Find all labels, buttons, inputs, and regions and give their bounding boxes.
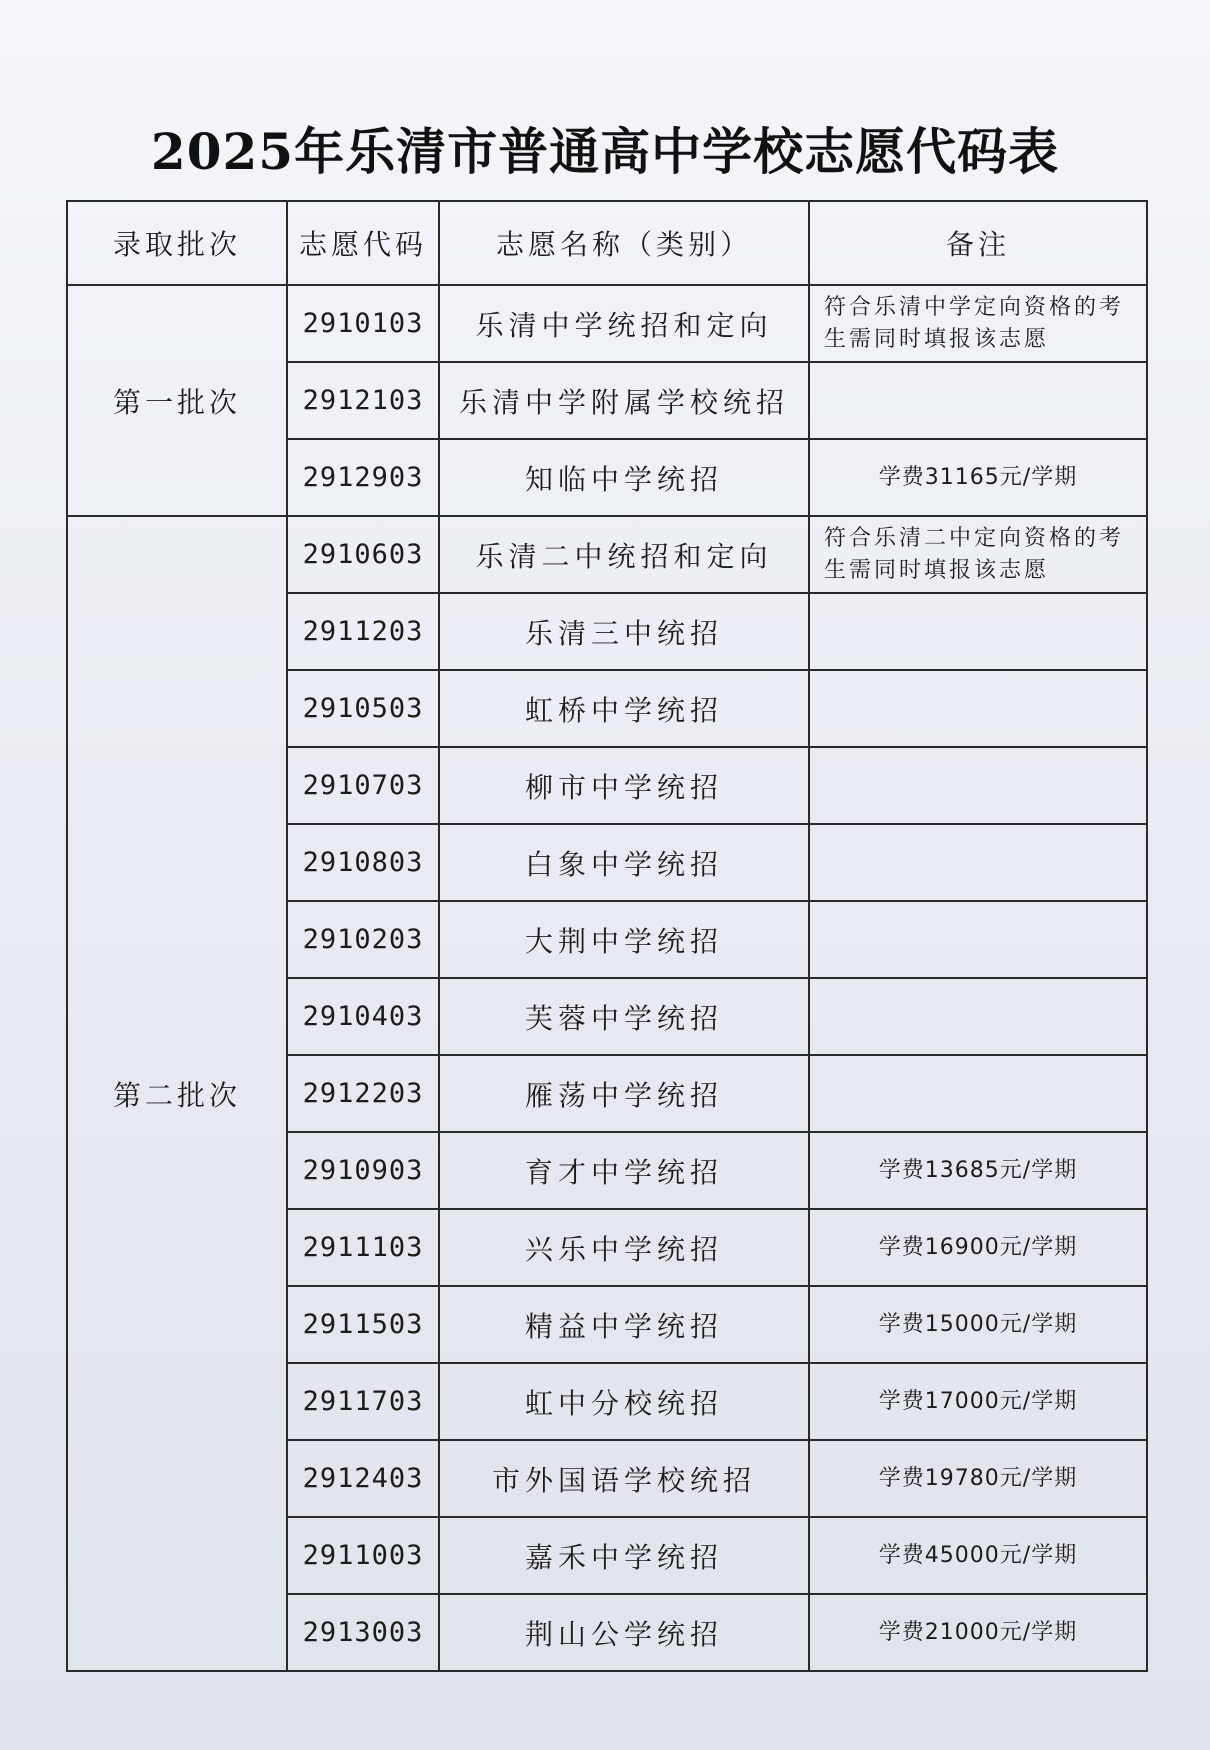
name-cell: 白象中学统招 bbox=[439, 824, 809, 901]
code-cell: 2910403 bbox=[287, 978, 439, 1055]
table-row bbox=[67, 285, 1147, 362]
header-name: 志愿名称（类别） bbox=[439, 201, 809, 285]
code-cell: 2912903 bbox=[287, 439, 439, 516]
note-cell: 学费16900元/学期 bbox=[809, 1209, 1147, 1286]
note-cell: 符合乐清中学定向资格的考生需同时填报该志愿 bbox=[809, 285, 1147, 362]
name-cell: 嘉禾中学统招 bbox=[439, 1517, 809, 1594]
note-cell bbox=[809, 362, 1147, 439]
header-note: 备注 bbox=[809, 201, 1147, 285]
code-cell: 2911203 bbox=[287, 593, 439, 670]
note-cell bbox=[809, 901, 1147, 978]
table-row bbox=[67, 516, 1147, 593]
note-cell bbox=[809, 978, 1147, 1055]
name-cell: 虹中分校统招 bbox=[439, 1363, 809, 1440]
name-cell: 乐清三中统招 bbox=[439, 593, 809, 670]
name-cell: 虹桥中学统招 bbox=[439, 670, 809, 747]
batch-cell: 第二批次 bbox=[67, 516, 287, 1671]
code-cell: 2912103 bbox=[287, 362, 439, 439]
note-cell: 学费17000元/学期 bbox=[809, 1363, 1147, 1440]
note-cell bbox=[809, 670, 1147, 747]
name-cell: 芙蓉中学统招 bbox=[439, 978, 809, 1055]
note-cell: 学费31165元/学期 bbox=[809, 439, 1147, 516]
name-cell: 雁荡中学统招 bbox=[439, 1055, 809, 1132]
note-cell: 符合乐清二中定向资格的考生需同时填报该志愿 bbox=[809, 516, 1147, 593]
code-cell: 2911003 bbox=[287, 1517, 439, 1594]
note-cell: 学费13685元/学期 bbox=[809, 1132, 1147, 1209]
name-cell: 大荆中学统招 bbox=[439, 901, 809, 978]
note-cell bbox=[809, 593, 1147, 670]
page-title: 2025年乐清市普通高中学校志愿代码表 bbox=[150, 122, 1060, 181]
header-code: 志愿代码 bbox=[287, 201, 439, 285]
name-cell: 乐清二中统招和定向 bbox=[439, 516, 809, 593]
name-cell: 柳市中学统招 bbox=[439, 747, 809, 824]
code-cell: 2910103 bbox=[287, 285, 439, 362]
note-cell bbox=[809, 824, 1147, 901]
table-header-row bbox=[67, 201, 1147, 285]
volunteer-code-table bbox=[66, 200, 1148, 1672]
code-cell: 2910603 bbox=[287, 516, 439, 593]
note-cell: 学费15000元/学期 bbox=[809, 1286, 1147, 1363]
code-cell: 2912403 bbox=[287, 1440, 439, 1517]
code-cell: 2910503 bbox=[287, 670, 439, 747]
name-cell: 乐清中学统招和定向 bbox=[439, 285, 809, 362]
code-cell: 2910903 bbox=[287, 1132, 439, 1209]
code-cell: 2910703 bbox=[287, 747, 439, 824]
name-cell: 兴乐中学统招 bbox=[439, 1209, 809, 1286]
name-cell: 育才中学统招 bbox=[439, 1132, 809, 1209]
code-cell: 2910803 bbox=[287, 824, 439, 901]
note-cell: 学费45000元/学期 bbox=[809, 1517, 1147, 1594]
code-cell: 2911103 bbox=[287, 1209, 439, 1286]
name-cell: 市外国语学校统招 bbox=[439, 1440, 809, 1517]
note-cell: 学费21000元/学期 bbox=[809, 1594, 1147, 1671]
name-cell: 乐清中学附属学校统招 bbox=[439, 362, 809, 439]
code-cell: 2912203 bbox=[287, 1055, 439, 1132]
header-batch: 录取批次 bbox=[67, 201, 287, 285]
batch-cell: 第一批次 bbox=[67, 285, 287, 516]
code-cell: 2910203 bbox=[287, 901, 439, 978]
note-cell bbox=[809, 1055, 1147, 1132]
code-cell: 2911503 bbox=[287, 1286, 439, 1363]
note-cell bbox=[809, 747, 1147, 824]
name-cell: 知临中学统招 bbox=[439, 439, 809, 516]
name-cell: 精益中学统招 bbox=[439, 1286, 809, 1363]
note-cell: 学费19780元/学期 bbox=[809, 1440, 1147, 1517]
code-cell: 2911703 bbox=[287, 1363, 439, 1440]
code-cell: 2913003 bbox=[287, 1594, 439, 1671]
name-cell: 荆山公学统招 bbox=[439, 1594, 809, 1671]
